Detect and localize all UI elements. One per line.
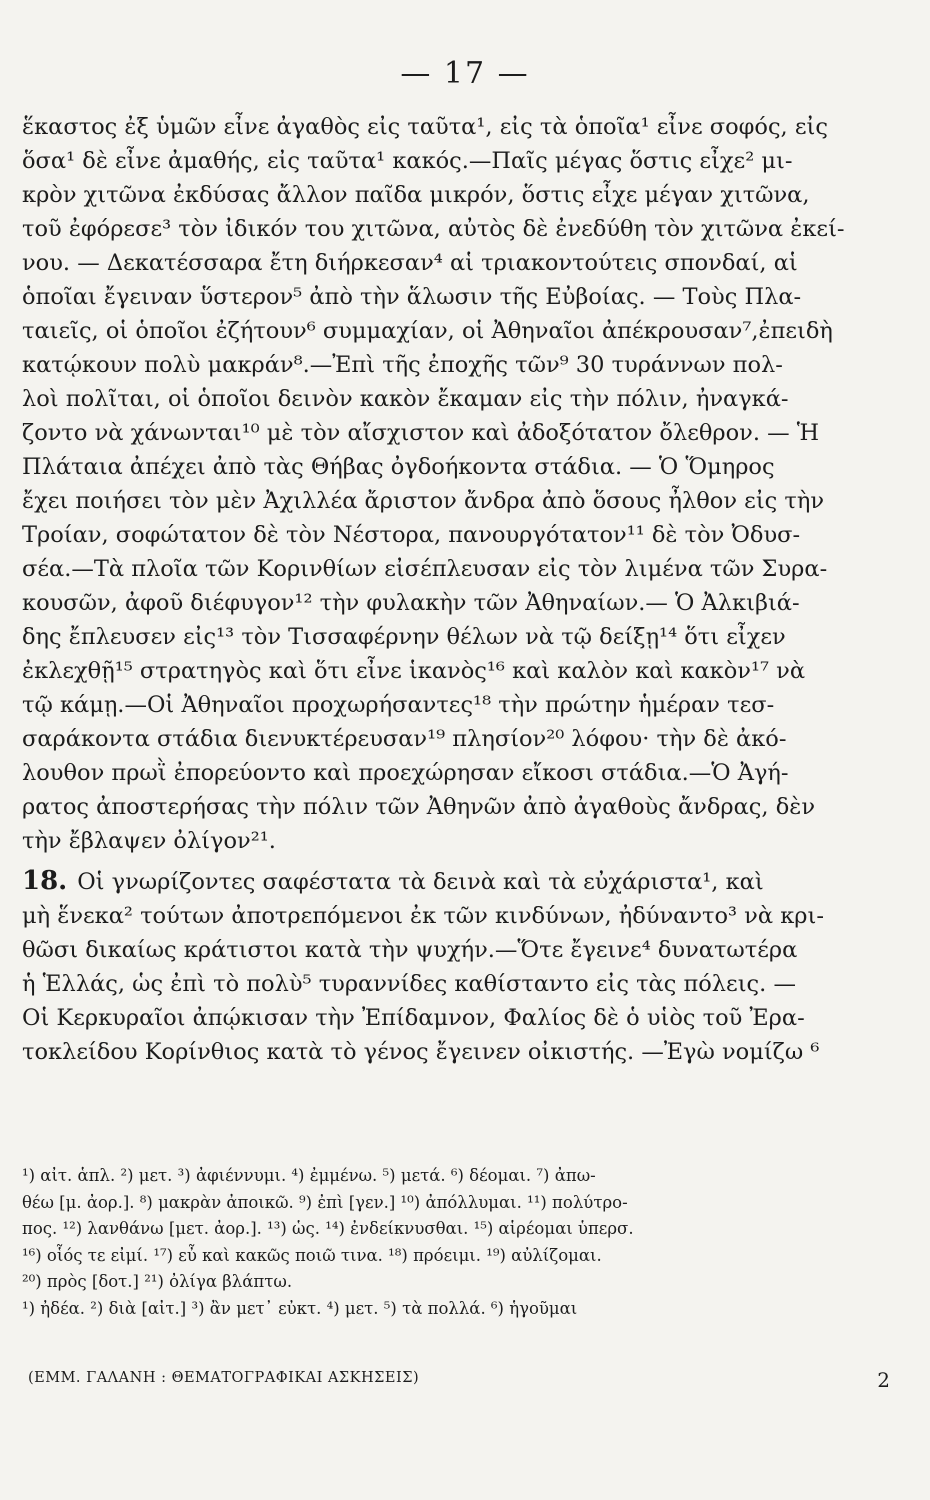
text-line: τῷ κάμῃ.—Οἱ Ἀθηναῖοι προχωρήσαντες¹⁸ τὴν πρώτην ἡμέραν τεσ- [22, 692, 775, 718]
text-line: ταιεῖς, οἱ ὁποῖοι ἐζήτουν⁶ συμμαχίαν, οἱ Ἀθηναῖοι ἀπέκρουσαν⁷,ἐπειδὴ [22, 318, 833, 344]
text-line: θῶσι δικαίως κράτιστοι κατὰ τὴν ψυχήν.—Ὅτε ἔγεινε⁴ δυνατωτέρα [22, 937, 798, 963]
text-line: ρατος ἀποστερήσας τὴν πόλιν τῶν Ἀθηνῶν ἀπὸ ἀγαθοὺς ἄνδρας, δὲν [22, 794, 816, 820]
footnote-line: ¹⁶) οἷός τε εἰμί. ¹⁷) εὖ καὶ κακῶς ποιῶ τινα. ¹⁸) πρόειμι. ¹⁹) αὐλίζομαι. [22, 1245, 602, 1265]
text-line: Τροίαν, σοφώτατον δὲ τὸν Νέστορα, πανουργότατον¹¹ δὲ τὸν Ὀδυσ- [22, 522, 801, 548]
footnote-line: ²⁰) πρὸς [δοτ.] ²¹) ὀλίγα βλάπτω. [22, 1272, 293, 1291]
text-line: σαράκοντα στάδια διενυκτέρευσαν¹⁹ πλησίον²⁰ λόφου· τὴν δὲ ἀκό- [22, 726, 787, 752]
text-line: νου. — Δεκατέσσαρα ἔτη διήρκεσαν⁴ αἱ τριακοντούτεις σπονδαί, αἱ [22, 250, 798, 276]
footnotes [22, 1163, 802, 1322]
text-line: κουσῶν, ἀφοῦ διέφυγον¹² τὴν φυλακὴν τῶν Ἀθηναίων.— Ὁ Ἀλκιβιά- [22, 590, 800, 616]
page-number: — 17 — [400, 56, 530, 91]
footnote-line: θέω [μ. ἀορ.]. ⁸) μακρὰν ἀποικῶ. ⁹) ἐπὶ [γεν.] ¹⁰) ἀπόλλυμαι. ¹¹) πολύτρο- [22, 1192, 628, 1212]
text-line: λουθον πρωῒ ἐπορεύοντο καὶ προεχώρησαν εἴκοσι στάδια.—Ὁ Ἀγή- [22, 760, 789, 786]
text-line: λοὶ πολῖται, οἱ ὁποῖοι δεινὸν κακὸν ἔκαμαν εἰς τὴν πόλιν, ἠναγκά- [22, 386, 789, 412]
text-line: Πλάταια ἀπέχει ἀπὸ τὰς Θήβας ὀγδοήκοντα στάδια. — Ὁ Ὅμηρος [22, 454, 775, 480]
book-footer-title: (ΕΜΜ. ΓΑΛΑΝΗ : ΘΕΜΑΤΟΓΡΑΦΙΚΑΙ ΑΣΚΗΣΕΙΣ) [28, 1370, 420, 1386]
text-line: ὁποῖαι ἔγειναν ὕστερον⁵ ἀπὸ τὴν ἅλωσιν τῆς Εὐβοίας. — Τοὺς Πλα- [22, 284, 802, 310]
exercise-17-text [22, 110, 845, 1069]
text-line [22, 864, 802, 899]
footnote-line: πος. ¹²) λανθάνω [μετ. ἀορ.]. ¹³) ὡς. ¹⁴) ἐνδείκνυσθαι. ¹⁵) αἱρέομαι ὑπερσ. [22, 1219, 634, 1238]
exercise-18-text [22, 864, 824, 1069]
text-line: δης ἔπλευσεν εἰς¹³ τὸν Τισσαφέρνην θέλων νὰ τῷ δείξῃ¹⁴ ὅτι εἶχεν [22, 624, 786, 650]
text-line: τοῦ ἐφόρεσε³ τὸν ἰδικόν του χιτῶνα, αὐτὸς δὲ ἐνεδύθη τὸν χιτῶνα ἐκεί- [22, 216, 845, 242]
text-line: μὴ ἕνεκα² τούτων ἀποτρεπόμενοι ἐκ τῶν κινδύνων, ἠδύναντο³ νὰ κρι- [22, 903, 824, 929]
text-line: σέα.—Τὰ πλοῖα τῶν Κορινθίων εἰσέπλευσαν εἰς τὸν λιμένα τῶν Συρα- [22, 556, 828, 582]
text-line: ἔχει ποιήσει τὸν μὲν Ἀχιλλέα ἄριστον ἄνδρα ἀπὸ ὅσους ἦλθον εἰς τὴν [22, 488, 825, 514]
text-line: ἕκαστος ἐξ ὑμῶν εἶνε ἀγαθὸς εἰς ταῦτα¹, εἰς τὰ ὁποῖα¹ εἶνε σοφός, εἰς [22, 114, 828, 140]
footnote-line: ¹) αἰτ. ἁπλ. ²) μετ. ³) ἀφιέννυμι. ⁴) ἐμμένω. ⁵) μετά. ⁶) δέομαι. ⁷) ἀπω- [22, 1166, 596, 1185]
footnote-line: ¹) ἠδέα. ²) διὰ [αἰτ.] ³) ἂν μετ᾽ εὐκτ. ⁴) μετ. ⁵) τὰ πολλά. ⁶) ἡγοῦμαι [22, 1298, 578, 1318]
text-line: ζοντο νὰ χάνωνται¹⁰ μὲ τὸν αἴσχιστον καὶ ἀδοξότατον ὄλεθρον. — Ἡ [22, 420, 820, 446]
text-line: ἐκλεχθῇ¹⁵ στρατηγὸς καὶ ὅτι εἶνε ἱκανὸς¹⁶ καὶ καλὸν καὶ κακὸν¹⁷ νὰ [22, 658, 806, 684]
text-line: τοκλείδου Κορίνθιος κατὰ τὸ γένος ἔγεινεν οἰκιστής. —Ἐγὼ νομίζω ⁶ [22, 1039, 820, 1065]
text-line: ὅσα¹ δὲ εἶνε ἀμαθής, εἰς ταῦτα¹ κακός.—Παῖς μέγας ὅστις εἶχε² μι- [22, 148, 793, 174]
section-number: 18. [22, 866, 68, 896]
text-line: ἡ Ἑλλάς, ὡς ἐπὶ τὸ πολὺ⁵ τυραννίδες καθίσταντο εἰς τὰς πόλεις. — [22, 971, 796, 997]
text-line: κατῴκουν πολὺ μακράν⁸.—Ἐπὶ τῆς ἐποχῆς τῶν⁹ 30 τυράννων πολ- [22, 352, 783, 378]
text-line: Οἱ Κερκυραῖοι ἀπῴκισαν τὴν Ἐπίδαμνον, Φαλίος δὲ ὁ υἱὸς τοῦ Ἐρα- [22, 1005, 805, 1031]
text-line: τὴν ἔβλαψεν ὀλίγον²¹. [22, 828, 276, 854]
text-line: κρὸν χιτῶνα ἐκδύσας ἄλλον παῖδα μικρόν, ὅστις εἶχε μέγαν χιτῶνα, [22, 182, 810, 208]
text-line-content: Οἱ γνωρίζοντες σαφέστατα τὰ δεινὰ καὶ τὰ εὐχάριστα¹, καὶ [77, 869, 764, 895]
signature-mark: 2 [877, 1368, 890, 1392]
